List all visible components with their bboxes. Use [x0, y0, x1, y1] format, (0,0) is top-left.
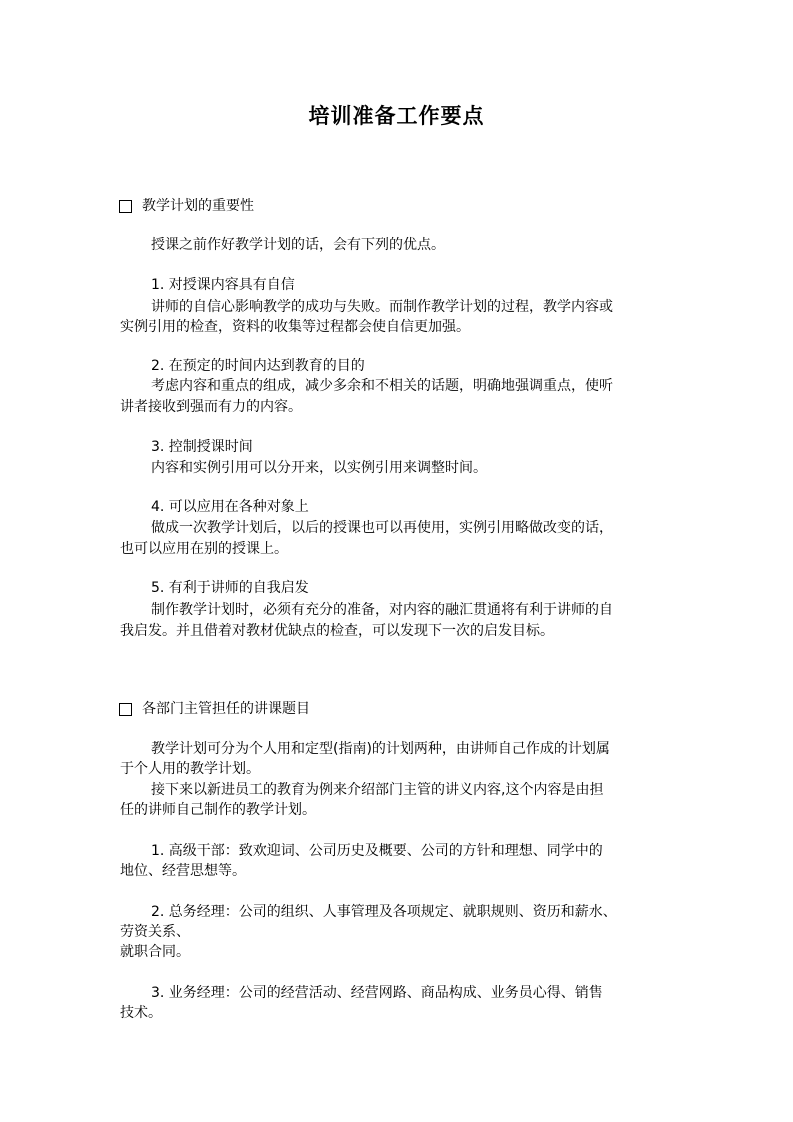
item-text: 地位、经营思想等。: [120, 863, 246, 879]
item-text: 2. 总务经理：公司的组织、人事管理及各项规定、就职规则、资历和薪水、: [151, 904, 617, 920]
section-heading-lecture-topics: [119, 699, 310, 719]
item-text: 做成一次教学计划后，以后的授课也可以再使用，实例引用略做改变的话，: [151, 520, 613, 536]
item-title: 1. 对授课内容具有自信: [151, 277, 295, 293]
section-intro: 授课之前作好教学计划的话，会有下列的优点。: [151, 237, 445, 253]
checkbox-icon: [119, 200, 132, 213]
item-title: 2. 在预定的时间内达到教育的目的: [151, 358, 365, 374]
paragraph-text: 教学计划可分为个人用和定型(指南)的计划两种，由讲师自己作成的计划属: [151, 741, 610, 757]
item-text: 考虑内容和重点的组成，减少多余和不相关的话题，明确地强调重点，使听: [151, 378, 613, 394]
item-text: 讲师的自信心影响教学的成功与失败。而制作教学计划的过程，教学内容或: [151, 299, 613, 315]
paragraph-text: 于个人用的教学计划。: [120, 761, 260, 777]
document-title: 培训准备工作要点: [308, 103, 485, 128]
section-heading-importance: [119, 196, 254, 216]
item-text: 3. 业务经理：公司的经营活动、经营网路、商品构成、业务员心得、销售: [151, 985, 603, 1001]
section-heading-text: 教学计划的重要性: [142, 198, 254, 214]
item-text: 我启发。并且借着对教材优缺点的检查，可以发现下一次的启发目标。: [120, 623, 554, 639]
item-title: 5. 有利于讲师的自我启发: [151, 580, 309, 596]
paragraph-text: 任的讲师自己制作的教学计划。: [120, 802, 316, 818]
item-text: 实例引用的检查，资料的收集等过程都会使自信更加强。: [120, 319, 470, 335]
checkbox-icon: [119, 703, 132, 716]
item-text: 技术。: [120, 1005, 162, 1021]
item-text: 1. 高级干部：致欢迎词、公司历史及概要、公司的方针和理想、同学中的: [151, 843, 603, 859]
item-text: 制作教学计划时，必须有充分的准备，对内容的融汇贯通将有利于讲师的自: [151, 602, 613, 618]
section-heading-text: 各部门主管担任的讲课题目: [142, 701, 310, 717]
item-text: 也可以应用在别的授课上。: [120, 541, 288, 557]
item-text: 劳资关系、: [120, 924, 190, 940]
item-title: 3. 控制授课时间: [151, 439, 253, 455]
item-title: 4. 可以应用在各种对象上: [151, 499, 309, 515]
paragraph-text: 接下来以新进员工的教育为例来介绍部门主管的讲义内容,这个内容是由担: [151, 782, 604, 798]
item-text: 就职合同。: [120, 944, 190, 960]
item-text: 内容和实例引用可以分开来，以实例引用来调整时间。: [151, 460, 487, 476]
item-text: 讲者接收到强而有力的内容。: [120, 399, 302, 415]
